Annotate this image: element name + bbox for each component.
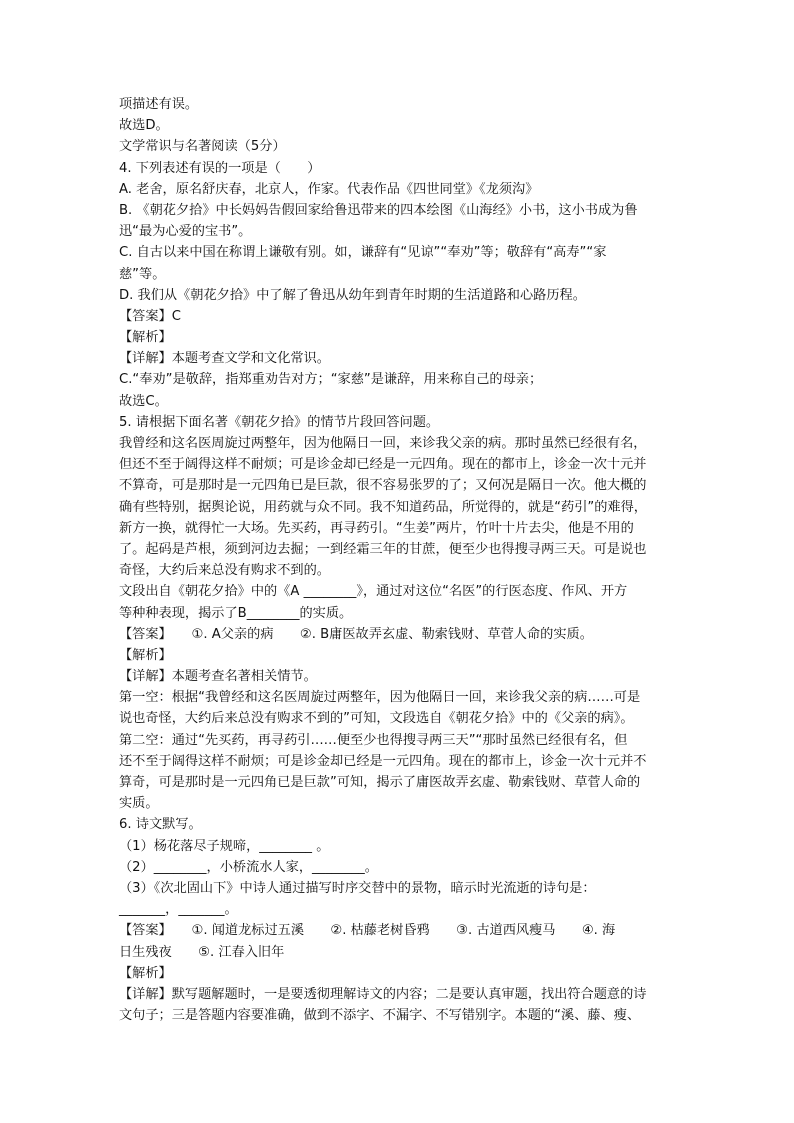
text-line: 说也奇怪，大约后来总没有购求不到的”可知，文段选自《朝花夕拾》中的《父亲的病》。 (119, 711, 634, 727)
text-line: 文学常识与名著阅读（5分） (119, 139, 286, 155)
text-line: A. 老舍，原名舒庆春，北京人，作家。代表作品《四世同堂》《龙须沟》 (119, 181, 539, 197)
text-line: 确有些特别，据舆论说，用药就与众不同。我不知道药品，所觉得的，就是“药引”的难得， (119, 499, 647, 515)
text-line: 第二空：通过“先买药，再寻药引……便至少也得搜寻两三天”“那时虽然已经很有名，但 (119, 732, 628, 748)
text-line: 【解析】 (119, 330, 172, 346)
text-line: C. 自古以来中国在称谓上谦敬有别。如，谦辞有“见谅”“奉劝”等；敬辞有“高寿”“家 (119, 245, 607, 261)
text-line: 但还不至于阔得这样不耐烦；可是诊金却已经是一元四角。现在的都市上，诊金一次十元并 (119, 457, 647, 473)
text-line: 了。起码是芦根，须到河边去掘；一到经霜三年的甘蔗，便至少也得搜寻两三天。可是说也 (119, 541, 647, 557)
text-line: 文句子；三是答题内容要准确，做到不添字、不漏字、不写错别字。本题的“溪、藤、瘦、 (119, 1008, 641, 1024)
text-line: 【解析】 (119, 965, 172, 981)
text-line: 【详解】本题考查文学和文化常识。 (119, 351, 330, 367)
text-line: 故选D。 (119, 118, 169, 134)
text-line: 故选C。 (119, 393, 168, 409)
text-line: （2）________，小桥流水人家，________。 (119, 859, 378, 875)
text-line: 不算奇，可是那时是一元四角已是巨款，很不容易张罗的了；又何况是隔日一次。他大概的 (119, 478, 647, 494)
text-line: C.“奉劝”是敬辞，指郑重劝告对方；“家慈”是谦辞，用来称自己的母亲； (119, 372, 543, 388)
text-line: 新方一换，就得忙一大场。先买药，再寻药引。“生姜”两片，竹叶十片去尖，他是不用的 (119, 520, 634, 536)
text-line: 【解析】 (119, 647, 172, 663)
text-line: 慈”等。 (119, 266, 166, 282)
text-line: 日生残夜 ⑤. 江春入旧年 (119, 944, 285, 960)
text-line: 【答案】 ①. A父亲的病 ②. B庸医故弄玄虚、勒索钱财、草菅人命的实质。 (119, 626, 593, 642)
document-page (119, 94, 677, 1026)
text-line: 【答案】 ①. 闻道龙标过五溪 ②. 枯藤老树昏鸦 ③. 古道西风瘦马 ④. 海 (119, 923, 616, 939)
text-line: 【详解】本题考查名著相关情节。 (119, 669, 317, 685)
text-line: （3）《次北固山下》中诗人通过描写时序交替中的景物，暗示时光流逝的诗句是： (119, 880, 596, 896)
text-line: 6. 诗文默写。 (119, 817, 202, 833)
text-line: 等种种表现，揭示了B________的实质。 (119, 605, 353, 621)
text-line: 4. 下列表述有误的一项是（ ） (119, 160, 321, 176)
text-line: （1）杨花落尽子规啼，________ 。 (119, 838, 330, 854)
text-line: 【详解】默写题解题时，一是要透彻理解诗文的内容；二是要认真审题，找出符合题意的诗 (119, 986, 647, 1002)
text-line: 还不至于阔得这样不耐烦；可是诊金却已经是一元四角。现在的都市上，诊金一次十元并不 (119, 753, 647, 769)
text-line: D. 我们从《朝花夕拾》中了解了鲁迅从幼年到青年时期的生活道路和心路历程。 (119, 287, 586, 303)
text-line: 【答案】C (119, 308, 181, 324)
text-line: 文段出自《朝花夕拾》中的《A ________》，通过对这位“名医”的行医态度、作风、开方 (119, 584, 628, 600)
text-line: 算奇，可是那时是一元四角已是巨款”可知，揭示了庸医故弄玄虚、勒索钱财、草菅人命的 (119, 775, 641, 790)
text-line: 第一空：根据“我曾经和这名医周旋过两整年，因为他隔日一回，来诊我父亲的病……可是 (119, 690, 641, 706)
text-line: 迅“最为心爱的宝书”。 (119, 224, 252, 240)
text-line: 我曾经和这名医周旋过两整年，因为他隔日一回，来诊我父亲的病。那时虽然已经很有名， (119, 436, 647, 451)
text-line: 实质。 (119, 796, 159, 812)
text-line: 奇怪，大约后来总没有购求不到的。 (119, 563, 330, 579)
text-line: 5. 请根据下面名著《朝花夕拾》的情节片段回答问题。 (119, 414, 440, 430)
text-line: B. 《朝花夕拾》中长妈妈告假回家给鲁迅带来的四本绘图《山海经》小书，这小书成为鲁 (119, 202, 638, 218)
text-line: _______，_______。 (119, 902, 238, 918)
text-line: 项描述有误。 (119, 97, 199, 112)
